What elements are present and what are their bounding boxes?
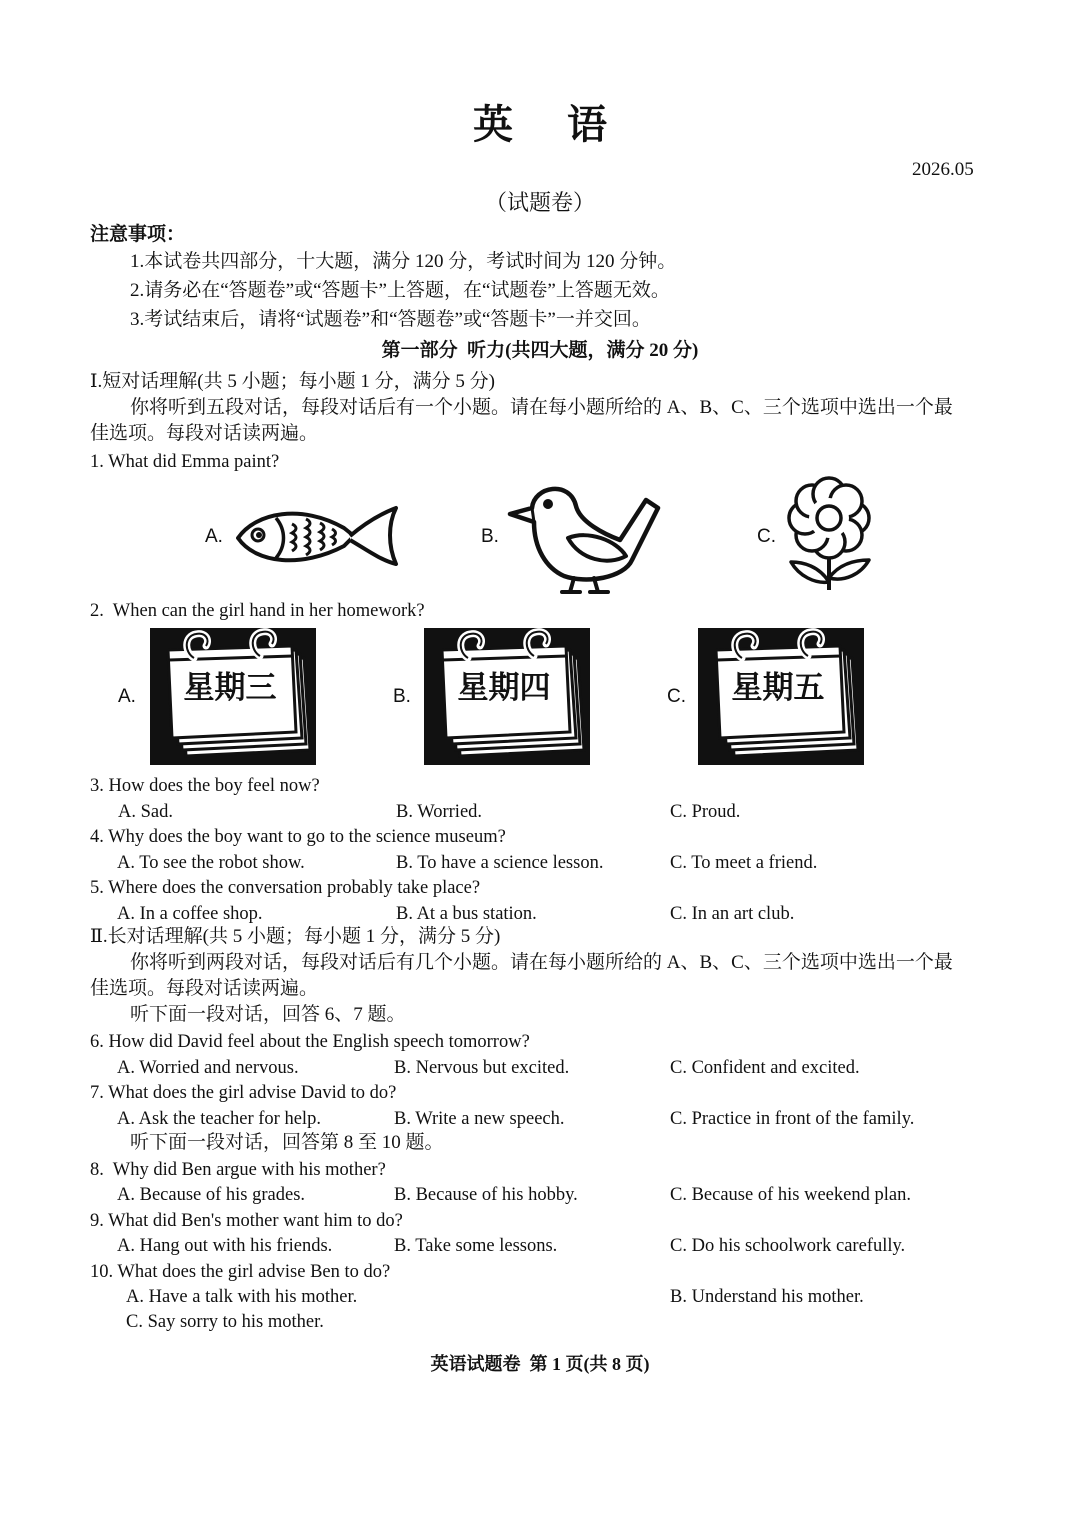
section1-instruction: 佳选项。每段对话读两遍。	[90, 423, 319, 444]
question-7: 7. What does the girl advise David to do?	[90, 1083, 397, 1103]
q6-option-b: B. Nervous but excited.	[394, 1058, 570, 1078]
question-6: 6. How did David feel about the English speech tomorrow?	[90, 1032, 530, 1052]
q5-option-b: B. At a bus station.	[396, 904, 537, 924]
q9-option-b: B. Take some lessons.	[394, 1236, 558, 1256]
q3-option-c: C. Proud.	[670, 802, 741, 822]
q2-option-b-label: B.	[393, 686, 411, 707]
q3-option-b: B. Worried.	[396, 802, 483, 822]
exam-date: 2026.05	[912, 159, 974, 180]
q8-option-a: A. Because of his grades.	[117, 1185, 306, 1205]
question-9: 9. What did Ben's mother want him to do?	[90, 1211, 403, 1231]
page-title: 英 语	[473, 102, 629, 147]
section2-instruction: 你将听到两段对话，每段对话后有几个小题。请在每小题所给的 A、B、C、三个选项中选出一个最	[130, 952, 953, 973]
q4-option-a: A. To see the robot show.	[117, 853, 305, 873]
notice-item: 3.考试结束后，请将“试题卷”和“答题卷”或“答题卡”一并交回。	[130, 309, 651, 330]
question-5: 5. Where does the conversation probably take place?	[90, 878, 481, 898]
notice-heading: 注意事项：	[90, 224, 186, 245]
q2-option-a-label: A.	[118, 686, 136, 707]
page-subtitle: （试题卷）	[484, 190, 595, 215]
q6-option-a: A. Worried and nervous.	[117, 1058, 299, 1078]
q10-option-b: B. Understand his mother.	[670, 1287, 864, 1307]
q1-option-c-label: C.	[757, 526, 776, 547]
q5-option-a: A. In a coffee shop.	[117, 904, 263, 924]
calendar-icon	[698, 628, 864, 765]
q7-option-b: B. Write a new speech.	[394, 1109, 565, 1129]
q3-option-a: A. Sad.	[118, 802, 173, 822]
part-title: 第一部分 听力(共四大题，满分 20 分)	[381, 340, 699, 361]
dialogue-1-note: 听下面一段对话，回答 6、7 题。	[130, 1004, 406, 1025]
fish-icon	[232, 502, 402, 572]
calendar-day-label: 星期五	[731, 670, 825, 706]
question-1: 1. What did Emma paint?	[90, 452, 280, 472]
question-8: 8. Why did Ben argue with his mother?	[90, 1160, 386, 1180]
q1-option-b-label: B.	[481, 526, 499, 547]
q9-option-a: A. Hang out with his friends.	[117, 1236, 333, 1256]
flower-icon	[783, 478, 875, 592]
section1-heading: Ⅰ.短对话理解(共 5 小题；每小题 1 分，满分 5 分)	[90, 371, 495, 392]
calendar-day-label: 星期三	[183, 670, 277, 706]
page-footer: 英语试题卷 第 1 页(共 8 页)	[430, 1354, 650, 1374]
section2-instruction: 佳选项。每段对话读两遍。	[90, 978, 319, 999]
q1-option-a-label: A.	[205, 526, 223, 547]
q10-option-a: A. Have a talk with his mother.	[126, 1287, 358, 1307]
q8-option-c: C. Because of his weekend plan.	[670, 1185, 911, 1205]
q8-option-b: B. Because of his hobby.	[394, 1185, 578, 1205]
q7-option-a: A. Ask the teacher for help.	[117, 1109, 321, 1129]
q4-option-b: B. To have a science lesson.	[396, 853, 604, 873]
dialogue-2-note: 听下面一段对话，回答第 8 至 10 题。	[130, 1132, 444, 1153]
question-10: 10. What does the girl advise Ben to do?	[90, 1262, 391, 1282]
calendar-icon	[424, 628, 590, 765]
q2-option-c-label: C.	[667, 686, 686, 707]
calendar-icon	[150, 628, 316, 765]
question-2: 2. When can the girl hand in her homework?	[90, 601, 425, 621]
calendar-day-label: 星期四	[457, 670, 551, 706]
q10-option-c: C. Say sorry to his mother.	[126, 1312, 324, 1332]
q4-option-c: C. To meet a friend.	[670, 853, 818, 873]
q5-option-c: C. In an art club.	[670, 904, 795, 924]
q7-option-c: C. Practice in front of the family.	[670, 1109, 915, 1129]
section2-heading: Ⅱ.长对话理解(共 5 小题；每小题 1 分，满分 5 分)	[90, 926, 501, 947]
bird-icon	[508, 478, 660, 594]
question-4: 4. Why does the boy want to go to the science museum?	[90, 827, 506, 847]
notice-item: 2.请务必在“答题卷”或“答题卡”上答题，在“试题卷”上答题无效。	[130, 280, 670, 301]
question-3: 3. How does the boy feel now?	[90, 776, 320, 796]
notice-item: 1.本试卷共四部分，十大题，满分 120 分，考试时间为 120 分钟。	[130, 251, 677, 272]
q6-option-c: C. Confident and excited.	[670, 1058, 860, 1078]
section1-instruction: 你将听到五段对话，每段对话后有一个小题。请在每小题所给的 A、B、C、三个选项中选出一个最	[130, 397, 953, 418]
q9-option-c: C. Do his schoolwork carefully.	[670, 1236, 906, 1256]
